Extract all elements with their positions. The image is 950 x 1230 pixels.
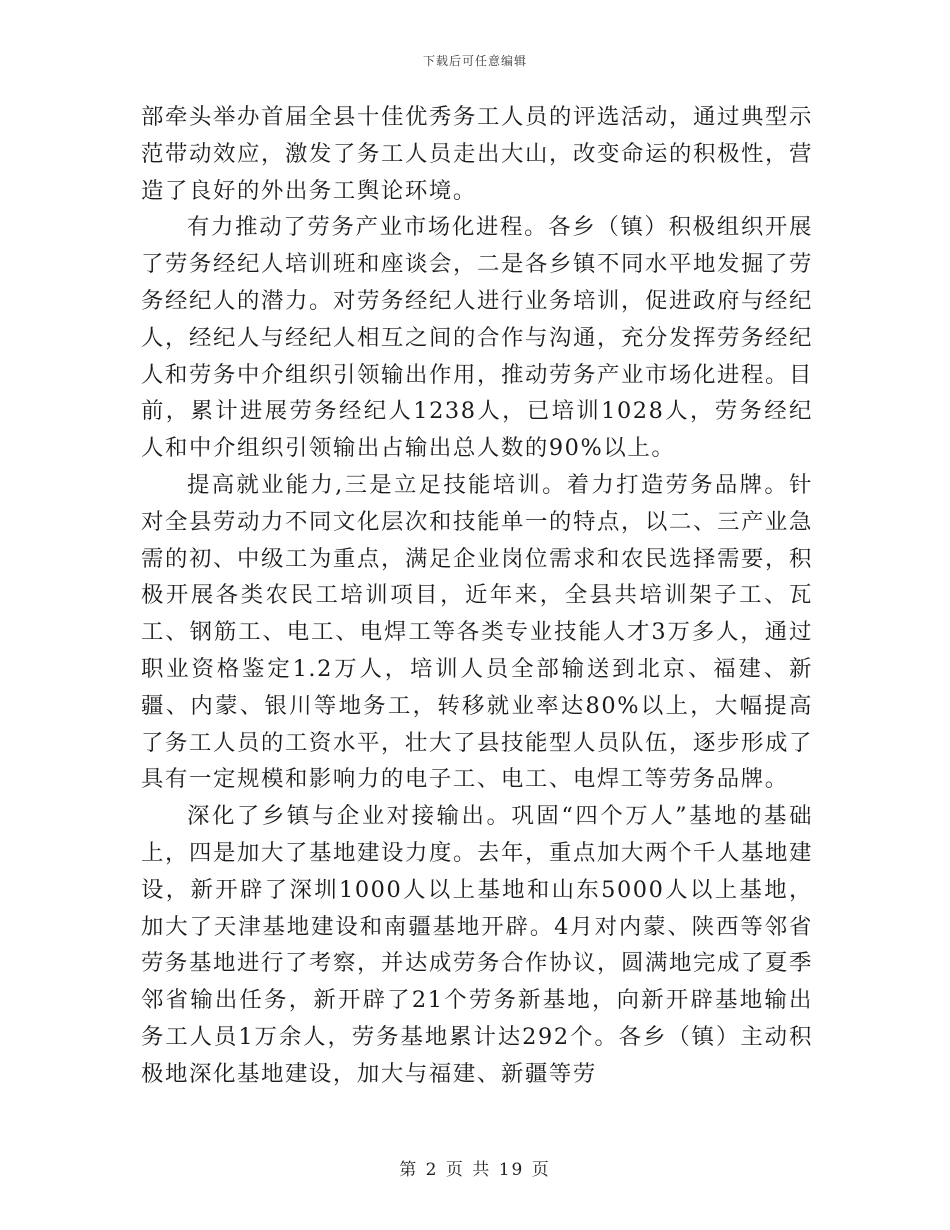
paragraph-3: 提高就业能力,三是立足技能培训。着力打造劳务品牌。针对全县劳动力不同文化层次和技能单一的特点，以二、三产业急需的初、中级工为重点，满足企业岗位需求和农民选择需要，积极开展各类农民工培训项目，近年来，全县共培训架子工、瓦工、钢筋工、电工、电焊工等各类专业技能人才3万多人，通过职业资格鉴定1.2万人，培训人员全部输送到北京、福建、新疆、内蒙、银川等地务工，转移就业率达80%以上，大幅提高了务工人员的工资水平，壮大了县技能型人员队伍，逐步形成了具有一定规模和影响力的电子工、电工、电焊工等劳务品牌。	[141, 471, 813, 793]
paragraph-2: 有力推动了劳务产业市场化进程。各乡（镇）积极组织开展了劳务经纪人培训班和座谈会，二是各乡镇不同水平地发掘了劳务经纪人的潜力。对劳务经纪人进行业务培训，促进政府与经纪人，经纪人与经纪人相互之间的合作与沟通，充分发挥劳务经纪人和劳务中介组织引领输出作用，推动劳务产业市场化进程。目前，累计进展劳务经纪人1238人，已培训1028人，劳务经纪人和中介组织引领输出占输出总人数的90%以上。	[141, 214, 813, 462]
paragraph-4: 深化了乡镇与企业对接输出。巩固“四个万人”基地的基础上，四是加大了基地建设力度。去年，重点加大两个千人基地建设，新开辟了深圳1000人以上基地和山东5000人以上基地，加大了天津基地建设和南疆基地开辟。4月对内蒙、陕西等邻省劳务基地进行了考察，并达成劳务合作协议，圆满地完成了夏季邻省输出任务，新开辟了21个劳务新基地，向新开辟基地输出务工人员1万余人，劳务基地累计达292个。各乡（镇）主动积极地深化基地建设，加大与福建、新疆等劳	[141, 803, 813, 1087]
page-header: 下载后可任意编辑	[422, 54, 527, 68]
document-body	[141, 99, 813, 1093]
paragraph-1: 部牵头举办首届全县十佳优秀务工人员的评选活动，通过典型示范带动效应，激发了务工人员走出大山，改变命运的积极性，营造了良好的外出务工舆论环境。	[141, 104, 813, 204]
page-footer: 第 2 页 共 19 页	[399, 1160, 551, 1180]
